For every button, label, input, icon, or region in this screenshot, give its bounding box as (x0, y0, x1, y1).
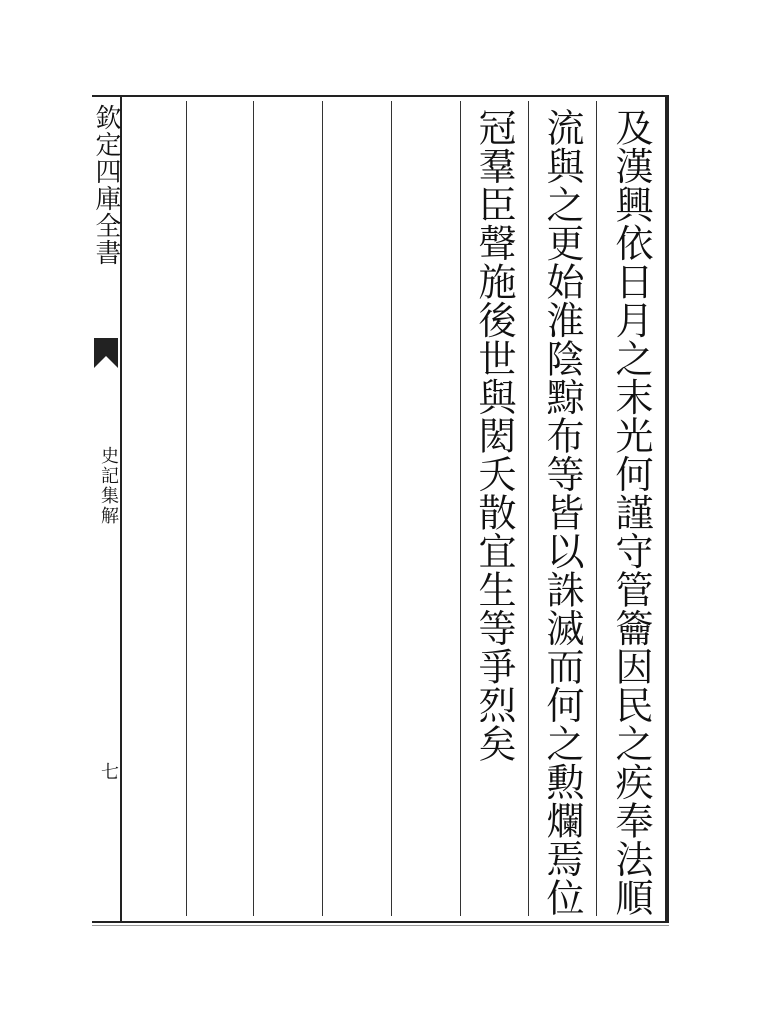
column-rule (186, 101, 187, 916)
column-rule (528, 101, 529, 916)
margin-section: 史記集解 (98, 446, 119, 526)
column-rule (391, 101, 392, 916)
margin-page-number: 七 (98, 762, 119, 780)
column-rule (460, 101, 461, 916)
text-column-3: 冠羣臣聲施後世與閎夭散宜生等爭烈矣 (472, 108, 516, 763)
column-rule (253, 101, 254, 916)
bottom-line (92, 925, 669, 926)
text-column-1: 及漢興依日月之末光何謹守管籥因民之疾奉法順 (609, 108, 653, 917)
margin-title: 欽定四庫全書 (91, 104, 121, 266)
column-rule (322, 101, 323, 916)
column-rule (596, 101, 597, 916)
text-column-2: 流與之更始淮陰黥布等皆以誅滅而何之勲爛焉位 (540, 108, 584, 917)
